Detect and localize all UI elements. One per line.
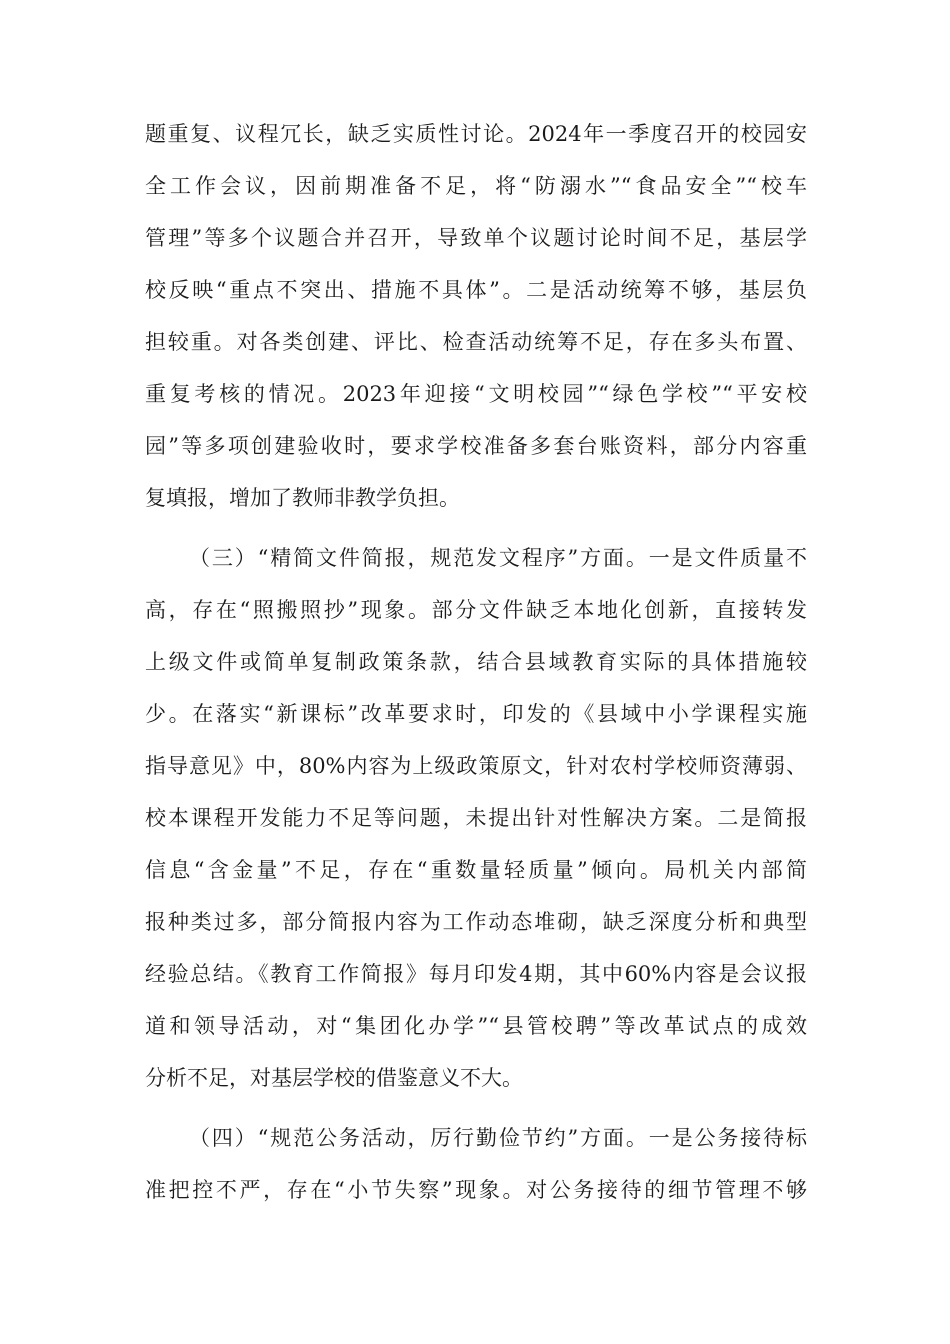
text-line: 重复考核的情况。2023年迎接“文明校园”“绿色学校”“平安校 — [145, 382, 807, 406]
section-heading-line: （四）“规范公务活动，厉行勤俭节约”方面。一是公务接待标 — [189, 1126, 807, 1150]
text-line: 高，存在“照搬照抄”现象。部分文件缺乏本地化创新，直接转发 — [145, 598, 807, 622]
text-line: 少。在落实“新课标”改革要求时，印发的《县域中小学课程实施 — [145, 702, 807, 726]
text-line: 信息“含金量”不足，存在“重数量轻质量”倾向。局机关内部简 — [145, 858, 807, 882]
text-line: 指导意见》中，80%内容为上级政策原文，针对农村学校师资薄弱、 — [145, 754, 807, 778]
text-line: 报种类过多，部分简报内容为工作动态堆砌，缺乏深度分析和典型 — [145, 910, 807, 934]
text-line: 准把控不严，存在“小节失察”现象。对公务接待的细节管理不够 — [145, 1178, 807, 1202]
text-line: 上级文件或简单复制政策条款，结合县域教育实际的具体措施较 — [145, 650, 807, 674]
section-heading-line: （三）“精简文件简报，规范发文程序”方面。一是文件质量不 — [189, 546, 807, 570]
text-line: 分析不足，对基层学校的借鉴意义不大。 — [145, 1066, 523, 1090]
text-line: 校反映“重点不突出、措施不具体”。二是活动统筹不够，基层负 — [145, 278, 807, 302]
text-line: 担较重。对各类创建、评比、检查活动统筹不足，存在多头布置、 — [145, 330, 807, 354]
text-line: 校本课程开发能力不足等问题，未提出针对性解决方案。二是简报 — [145, 806, 807, 830]
text-line: 题重复、议程冗长，缺乏实质性讨论。2024年一季度召开的校园安 — [145, 122, 807, 146]
text-line: 道和领导活动，对“集团化办学”“县管校聘”等改革试点的成效 — [145, 1014, 807, 1038]
text-line: 全工作会议，因前期准备不足，将“防溺水”“食品安全”“校车 — [145, 174, 807, 198]
text-line: 复填报，增加了教师非教学负担。 — [145, 486, 460, 510]
text-line: 经验总结。《教育工作简报》每月印发4期，其中60%内容是会议报 — [145, 962, 807, 986]
text-line: 管理”等多个议题合并召开，导致单个议题讨论时间不足，基层学 — [145, 226, 807, 250]
text-line: 园”等多项创建验收时，要求学校准备多套台账资料，部分内容重 — [145, 434, 807, 458]
